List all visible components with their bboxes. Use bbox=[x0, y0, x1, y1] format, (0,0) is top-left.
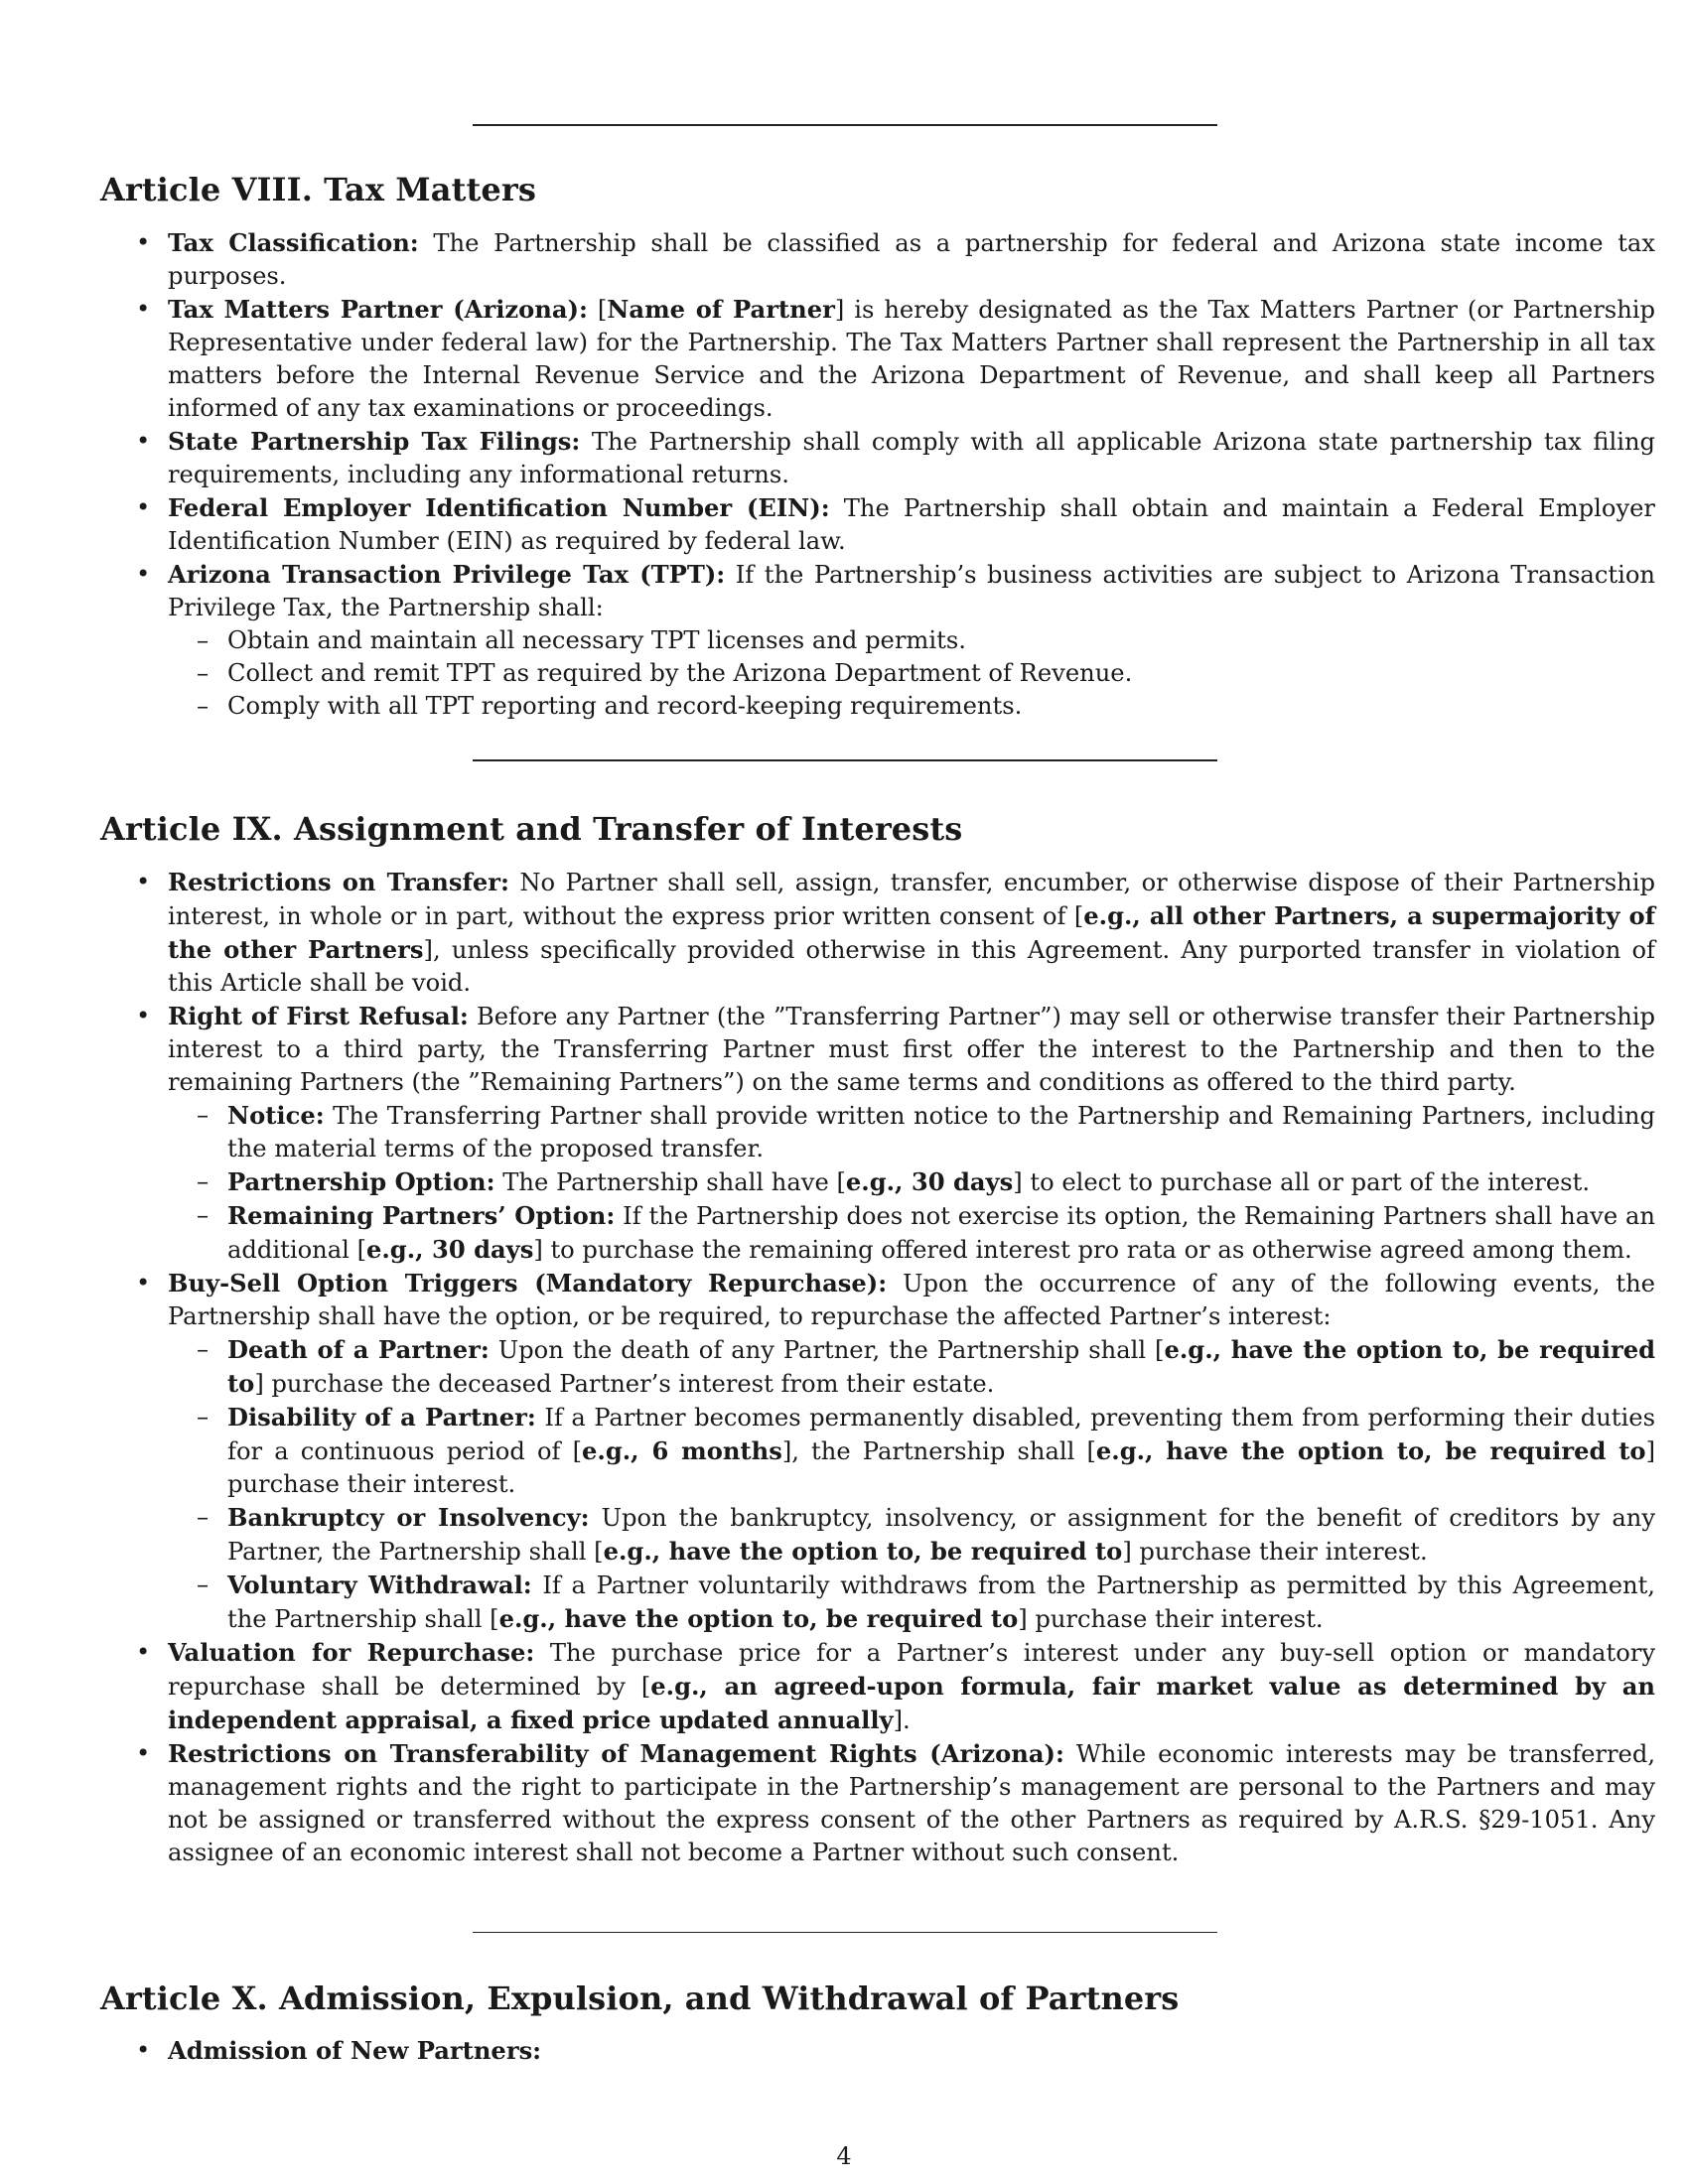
item-text: ] purchase their interest. bbox=[1018, 1605, 1324, 1633]
item-term: Federal Employer Identification Number (EIN): bbox=[168, 493, 830, 522]
placeholder-text: Name of Partner bbox=[607, 295, 835, 324]
item-text: Upon the bankruptcy, insolvency, or assignment for the benefit of creditors by any Partner, the Partnership shall [ bbox=[227, 1504, 1656, 1566]
item-text: ] is hereby designated as the Tax Matters Partner (or Partnership Representative under federal law) for the Partnership. The Tax Matters Partner shall represent the Partnership in all tax matters before the Internal Revenue Service and the Arizona Department of Revenue, and shall keep all Partners informed of any tax examinations or proceedings. bbox=[168, 296, 1655, 422]
item-text: No Partner shall sell, assign, transfer, encumber, or otherwise dispose of their Partnership interest, in whole or in part, without the express prior written consent of [ bbox=[168, 869, 1655, 930]
item-term: Remaining Partners’ Option: bbox=[227, 1201, 616, 1230]
sub-list-item: – Comply with all TPT reporting and record-keeping requirements. bbox=[227, 690, 1655, 723]
article-9-list bbox=[100, 866, 1655, 1869]
item-text: While economic interests may be transferred, management rights and the right to participate in the Partnership’s management are personal to the Partners and may not be assigned or transferred without the express consent of the other Partners as required by A.R.S. §29-1051. Any assignee of an economic interest shall not become a Partner without such consent. bbox=[168, 1740, 1656, 1866]
sub-list-item bbox=[227, 1165, 1655, 1199]
sub-list-item bbox=[227, 1099, 1655, 1165]
item-text: The Partnership shall have [ bbox=[494, 1168, 846, 1196]
item-text: Upon the death of any Partner, the Partnership shall [ bbox=[489, 1336, 1165, 1364]
list-item bbox=[168, 558, 1655, 723]
list-item bbox=[168, 866, 1655, 1000]
item-text: The Transferring Partner shall provide written notice to the Partnership and Remaining Partners, including the material terms of the proposed transfer. bbox=[227, 1102, 1655, 1162]
item-text: The purchase price for a Partner’s interest under any buy-sell option or mandatory repurchase shall be determined by [ bbox=[168, 1639, 1655, 1701]
sub-list-item bbox=[227, 1333, 1655, 1401]
item-text: Before any Partner (the ”Transferring Partner”) may sell or otherwise transfer their Partnership interest to a third party, the Transferring Partner must first offer the interest to the Partnership and then to the remaining Partners (the ”Remaining Partners”) on the same terms and conditions as offered to the third party. bbox=[168, 1003, 1655, 1096]
sub-list-item bbox=[227, 1199, 1655, 1267]
placeholder-text: e.g., 30 days bbox=[366, 1235, 534, 1264]
section-divider bbox=[473, 759, 1217, 761]
article-10-list bbox=[100, 2034, 1655, 2068]
item-text: ], unless specifically provided otherwise in this Agreement. Any purported transfer in violation of this Article shall be void. bbox=[168, 936, 1655, 997]
item-text: The Partnership shall comply with all applicable Arizona state partnership tax filing requirements, including any informational returns. bbox=[168, 428, 1655, 488]
item-text: [ bbox=[587, 296, 608, 324]
section-divider-top bbox=[473, 124, 1217, 126]
item-term: Voluntary Withdrawal: bbox=[227, 1570, 532, 1599]
placeholder-text: e.g., have the option to, be required to bbox=[603, 1537, 1123, 1566]
item-term: Arizona Transaction Privilege Tax (TPT): bbox=[168, 560, 726, 589]
item-term: Notice: bbox=[227, 1101, 325, 1130]
item-term: Tax Matters Partner (Arizona): bbox=[168, 295, 588, 324]
page-number: 4 bbox=[836, 2142, 852, 2170]
section-divider bbox=[473, 1932, 1217, 1933]
list-item bbox=[168, 1737, 1655, 1869]
placeholder-text: e.g., 30 days bbox=[845, 1167, 1014, 1196]
list-item bbox=[168, 1000, 1655, 1267]
item-term: Valuation for Repurchase: bbox=[168, 1638, 535, 1667]
list-item bbox=[168, 293, 1655, 425]
item-term: Right of First Refusal: bbox=[168, 1002, 469, 1030]
sub-list bbox=[168, 1099, 1655, 1267]
sub-list-item bbox=[227, 1401, 1655, 1501]
item-term: Restrictions on Transferability of Management Rights (Arizona): bbox=[168, 1739, 1064, 1768]
item-text: The Partnership shall be classified as a partnership for federal and Arizona state income tax purposes. bbox=[168, 229, 1655, 290]
item-text: If a Partner becomes permanently disabled, preventing them from performing their duties for a continuous period of [ bbox=[227, 1404, 1655, 1465]
list-item bbox=[168, 1267, 1655, 1636]
item-term: Restrictions on Transfer: bbox=[168, 868, 509, 896]
placeholder-text: e.g., have the option to, be required to bbox=[498, 1604, 1019, 1633]
item-term: Admission of New Partners: bbox=[168, 2036, 542, 2065]
item-term: Death of a Partner: bbox=[227, 1335, 490, 1364]
placeholder-text: e.g., all other Partners, a supermajority of the other Partners bbox=[168, 901, 1655, 964]
article-9-heading: Article IX. Assignment and Transfer of Interests bbox=[100, 810, 963, 848]
item-text: ] purchase their interest. bbox=[1122, 1538, 1428, 1566]
item-term: Bankruptcy or Insolvency: bbox=[227, 1503, 590, 1532]
item-text: ] to purchase the remaining offered interest pro rata or as otherwise agreed among them. bbox=[533, 1236, 1632, 1264]
placeholder-text: e.g., an agreed-upon formula, fair market value as determined by an independent appraisal, a fixed price updated annually bbox=[168, 1672, 1656, 1734]
list-item bbox=[168, 425, 1655, 491]
sub-list-item bbox=[227, 1501, 1655, 1569]
article-8-list bbox=[100, 226, 1655, 723]
list-item bbox=[168, 226, 1655, 293]
document-page bbox=[100, 0, 1656, 2184]
item-text: ], the Partnership shall [ bbox=[781, 1437, 1096, 1465]
item-term: Disability of a Partner: bbox=[227, 1403, 536, 1432]
item-text: ] purchase the deceased Partner’s interest from their estate. bbox=[254, 1370, 995, 1398]
article-8-heading: Article VIII. Tax Matters bbox=[100, 171, 536, 208]
sub-list-item: – Collect and remit TPT as required by the Arizona Department of Revenue. bbox=[227, 657, 1655, 690]
sub-list bbox=[168, 1333, 1655, 1636]
item-term: Buy-Sell Option Triggers (Mandatory Repurchase): bbox=[168, 1269, 888, 1297]
item-term: Partnership Option: bbox=[227, 1167, 495, 1196]
item-text: ]. bbox=[893, 1706, 911, 1734]
item-text: If the Partnership does not exercise its option, the Remaining Partners shall have an additional [ bbox=[227, 1202, 1655, 1264]
sub-list bbox=[168, 624, 1655, 723]
placeholder-text: e.g., 6 months bbox=[582, 1436, 782, 1465]
placeholder-text: e.g., have the option to, be required to bbox=[1095, 1436, 1646, 1465]
item-text: Upon the occurrence of any of the following events, the Partnership shall have the option, or be required, to repurchase the affected Partner’s interest: bbox=[168, 1270, 1655, 1330]
list-item bbox=[168, 2034, 1655, 2068]
placeholder-text: e.g., have the option to, be required to bbox=[227, 1335, 1655, 1398]
item-text: ] to elect to purchase all or part of the interest. bbox=[1013, 1168, 1591, 1196]
item-text: If the Partnership’s business activities are subject to Arizona Transaction Privilege Tax, the Partnership shall: bbox=[168, 561, 1655, 621]
item-term: Tax Classification: bbox=[168, 228, 419, 257]
list-item bbox=[168, 491, 1655, 558]
item-text: The Partnership shall obtain and maintain a Federal Employer Identification Number (EIN) as required by federal law. bbox=[168, 494, 1655, 555]
item-text: ] purchase their interest. bbox=[227, 1437, 1655, 1498]
article-10-heading: Article X. Admission, Expulsion, and Withdrawal of Partners bbox=[100, 1979, 1180, 2017]
item-term: State Partnership Tax Filings: bbox=[168, 427, 581, 456]
sub-list-item bbox=[227, 1569, 1655, 1636]
item-text: If a Partner voluntarily withdraws from the Partnership as permitted by this Agreement, the Partnership shall [ bbox=[227, 1571, 1656, 1633]
sub-list-item: – Obtain and maintain all necessary TPT licenses and permits. bbox=[227, 624, 1655, 657]
list-item bbox=[168, 1636, 1655, 1737]
